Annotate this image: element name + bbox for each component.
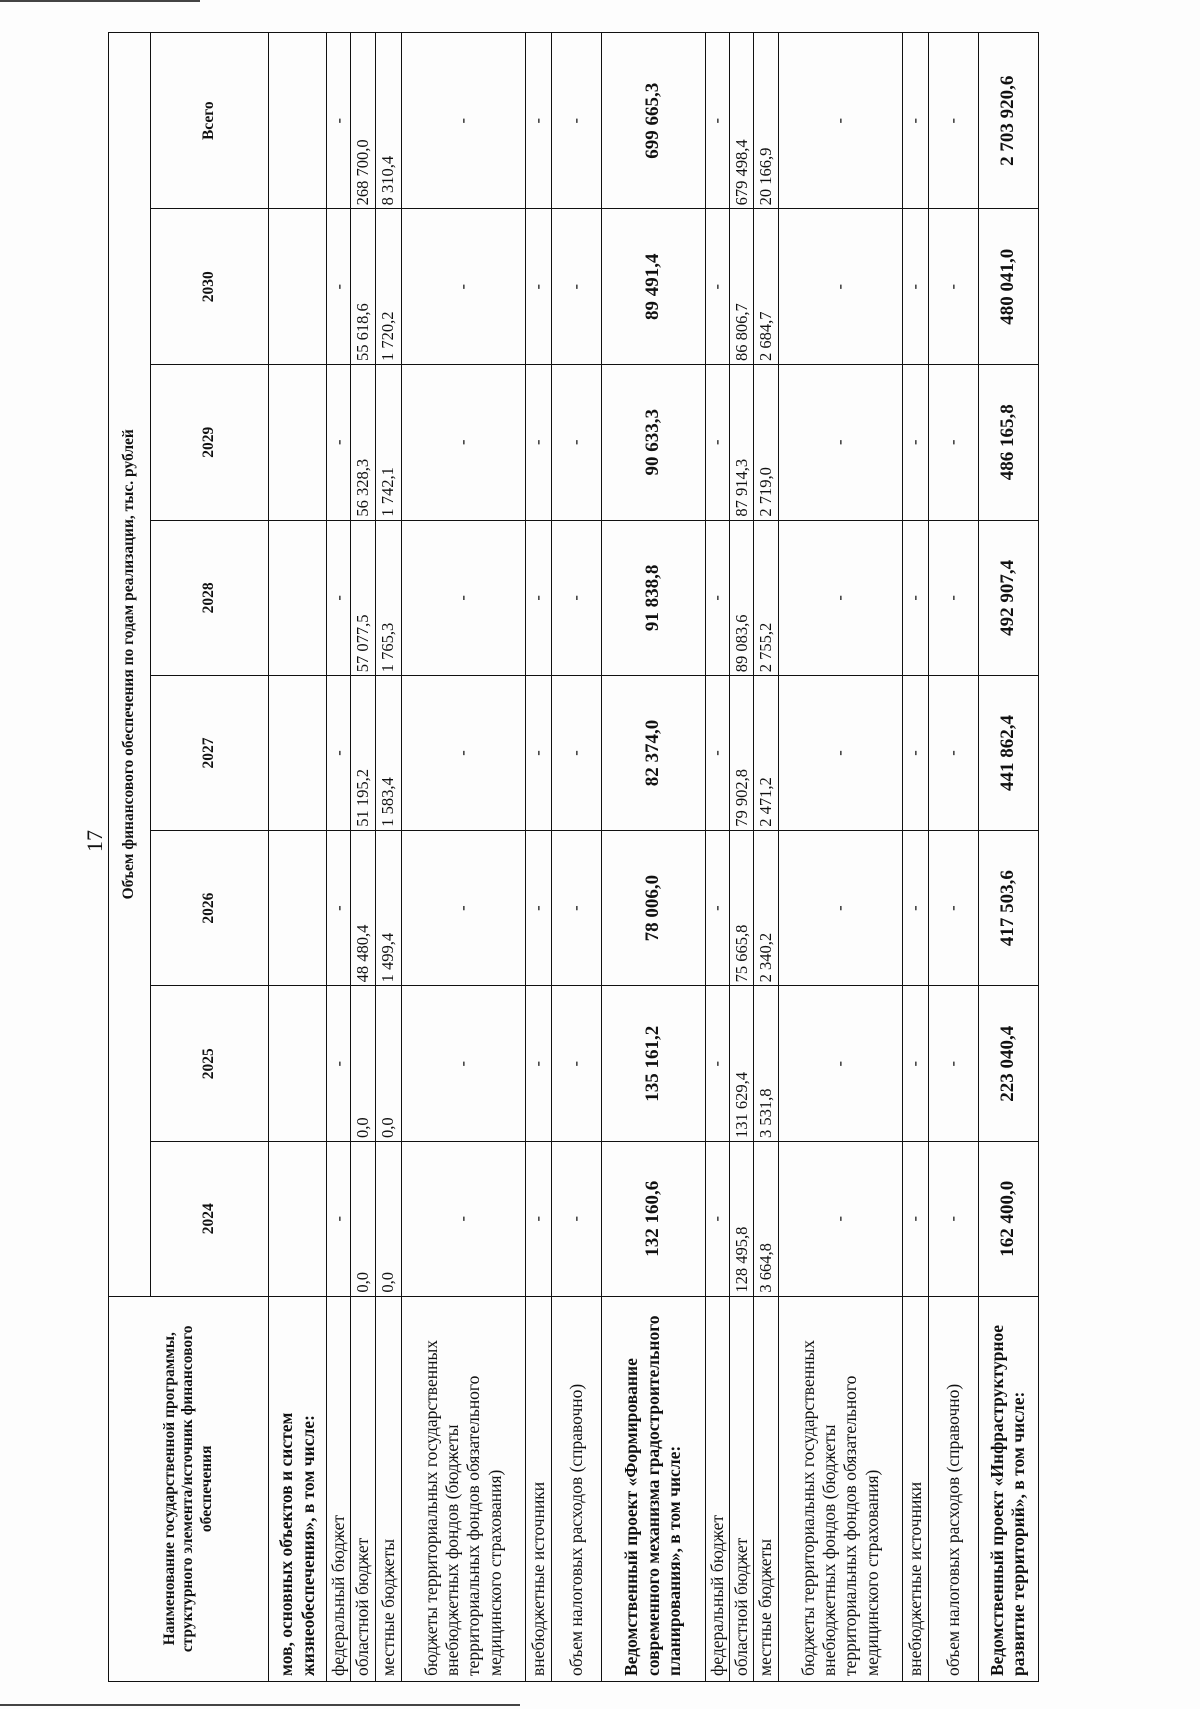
- value-cell: [269, 676, 327, 831]
- value-cell: 82 374,0: [601, 676, 705, 831]
- value-cell: -: [778, 676, 902, 831]
- financing-table: [108, 32, 1039, 1682]
- value-cell: -: [551, 676, 601, 831]
- value-cell: -: [525, 209, 551, 365]
- value-cell: -: [551, 33, 601, 209]
- rotated-table-wrapper: [108, 32, 1200, 1682]
- value-cell: 492 907,4: [978, 520, 1038, 676]
- value-cell: 20 166,9: [754, 33, 778, 209]
- row-name: областной бюджет: [730, 1296, 754, 1681]
- value-cell: -: [928, 1142, 978, 1297]
- table-row: [551, 33, 601, 1682]
- row-name: бюджеты территориальных государственных внебюджетных фондов (бюджеты территориальных фондов обязательного медицинского страхования): [401, 1296, 525, 1681]
- value-cell: 48 480,4: [351, 830, 375, 986]
- header-year-2: 2026: [151, 830, 269, 986]
- value-cell: -: [551, 364, 601, 520]
- value-cell: 89 491,4: [601, 209, 705, 365]
- value-cell: -: [401, 676, 525, 831]
- value-cell: -: [401, 986, 525, 1142]
- header-funding-caption: Объем финансового обеспечения по годам реализации, тыс. рублей: [109, 33, 151, 1297]
- row-name: мов, основных объектов и систем жизнеобеспечения», в том числе:: [269, 1296, 327, 1681]
- value-cell: -: [551, 520, 601, 676]
- value-cell: -: [778, 1142, 902, 1297]
- value-cell: 223 040,4: [978, 986, 1038, 1142]
- value-cell: 86 806,7: [730, 209, 754, 365]
- row-name: объем налоговых расходов (справочно): [928, 1296, 978, 1681]
- value-cell: 268 700,0: [351, 33, 375, 209]
- value-cell: 51 195,2: [351, 676, 375, 831]
- value-cell: -: [902, 986, 928, 1142]
- value-cell: -: [778, 986, 902, 1142]
- value-cell: -: [902, 364, 928, 520]
- value-cell: -: [327, 1142, 351, 1297]
- value-cell: 91 838,8: [601, 520, 705, 676]
- value-cell: 56 328,3: [351, 364, 375, 520]
- value-cell: 8 310,4: [375, 33, 401, 209]
- value-cell: -: [525, 830, 551, 986]
- value-cell: 79 902,8: [730, 676, 754, 831]
- value-cell: -: [327, 209, 351, 365]
- value-cell: 3 664,8: [754, 1142, 778, 1297]
- value-cell: -: [705, 209, 729, 365]
- header-year-7: Всего: [151, 33, 269, 209]
- value-cell: 699 665,3: [601, 33, 705, 209]
- value-cell: -: [401, 1142, 525, 1297]
- page-number: 17: [82, 830, 107, 852]
- value-cell: -: [778, 209, 902, 365]
- table-row: [754, 33, 778, 1682]
- value-cell: -: [401, 830, 525, 986]
- table-row: [928, 33, 978, 1682]
- value-cell: -: [525, 520, 551, 676]
- value-cell: 87 914,3: [730, 364, 754, 520]
- value-cell: -: [928, 986, 978, 1142]
- table-header: [109, 33, 269, 1682]
- value-cell: -: [401, 33, 525, 209]
- value-cell: -: [705, 1142, 729, 1297]
- value-cell: 486 165,8: [978, 364, 1038, 520]
- value-cell: 441 862,4: [978, 676, 1038, 831]
- header-year-6: 2030: [151, 209, 269, 365]
- row-name: Ведомственный проект «Инфраструктурное развитие территорий», в том числе:: [978, 1296, 1038, 1681]
- value-cell: -: [928, 33, 978, 209]
- value-cell: -: [401, 209, 525, 365]
- value-cell: 132 160,6: [601, 1142, 705, 1297]
- value-cell: -: [327, 986, 351, 1142]
- row-name: областной бюджет: [351, 1296, 375, 1681]
- value-cell: -: [778, 830, 902, 986]
- table-body: [269, 33, 1039, 1682]
- header-year-3: 2027: [151, 676, 269, 831]
- value-cell: -: [551, 830, 601, 986]
- value-cell: -: [928, 830, 978, 986]
- value-cell: -: [902, 520, 928, 676]
- value-cell: 480 041,0: [978, 209, 1038, 365]
- value-cell: 89 083,6: [730, 520, 754, 676]
- row-name: местные бюджеты: [754, 1296, 778, 1681]
- value-cell: 2 471,2: [754, 676, 778, 831]
- value-cell: -: [327, 830, 351, 986]
- row-name: местные бюджеты: [375, 1296, 401, 1681]
- value-cell: 0,0: [375, 986, 401, 1142]
- value-cell: -: [327, 33, 351, 209]
- row-name: внебюджетные источники: [902, 1296, 928, 1681]
- value-cell: -: [928, 676, 978, 831]
- value-cell: -: [551, 986, 601, 1142]
- value-cell: -: [778, 364, 902, 520]
- value-cell: -: [401, 520, 525, 676]
- value-cell: -: [525, 1142, 551, 1297]
- value-cell: -: [902, 1142, 928, 1297]
- value-cell: 0,0: [351, 986, 375, 1142]
- value-cell: 2 340,2: [754, 830, 778, 986]
- value-cell: 131 629,4: [730, 986, 754, 1142]
- value-cell: -: [902, 209, 928, 365]
- value-cell: 78 006,0: [601, 830, 705, 986]
- header-name-column: Наименование государственной программы, структурного элемента/источник финансового обеспечения: [109, 1296, 269, 1681]
- value-cell: 0,0: [375, 1142, 401, 1297]
- value-cell: 1 765,3: [375, 520, 401, 676]
- value-cell: -: [327, 364, 351, 520]
- scan-edge-bottom: [0, 1704, 520, 1706]
- value-cell: 2 684,7: [754, 209, 778, 365]
- value-cell: 0,0: [351, 1142, 375, 1297]
- table-row: [705, 33, 729, 1682]
- value-cell: -: [928, 364, 978, 520]
- value-cell: -: [705, 520, 729, 676]
- value-cell: -: [902, 33, 928, 209]
- value-cell: 1 583,4: [375, 676, 401, 831]
- value-cell: 2 755,2: [754, 520, 778, 676]
- value-cell: -: [551, 1142, 601, 1297]
- value-cell: 162 400,0: [978, 1142, 1038, 1297]
- value-cell: -: [778, 520, 902, 676]
- value-cell: -: [327, 676, 351, 831]
- row-name: Ведомственный проект «Формирование современного механизма градостроительного планирования», в том числе:: [601, 1296, 705, 1681]
- value-cell: 3 531,8: [754, 986, 778, 1142]
- value-cell: -: [705, 830, 729, 986]
- row-name: бюджеты территориальных государственных внебюджетных фондов (бюджеты территориальных фондов обязательного медицинского страхования): [778, 1296, 902, 1681]
- value-cell: [269, 1142, 327, 1297]
- value-cell: -: [902, 830, 928, 986]
- table-row: [730, 33, 754, 1682]
- value-cell: 55 618,6: [351, 209, 375, 365]
- table-row: [978, 33, 1038, 1682]
- header-year-4: 2028: [151, 520, 269, 676]
- value-cell: -: [705, 364, 729, 520]
- value-cell: [269, 986, 327, 1142]
- value-cell: -: [525, 33, 551, 209]
- value-cell: 128 495,8: [730, 1142, 754, 1297]
- value-cell: 1 742,1: [375, 364, 401, 520]
- value-cell: -: [928, 209, 978, 365]
- value-cell: [269, 830, 327, 986]
- row-name: федеральный бюджет: [327, 1296, 351, 1681]
- value-cell: -: [327, 520, 351, 676]
- table-row: [902, 33, 928, 1682]
- value-cell: 75 665,8: [730, 830, 754, 986]
- value-cell: -: [778, 33, 902, 209]
- value-cell: -: [401, 364, 525, 520]
- header-year-1: 2025: [151, 986, 269, 1142]
- value-cell: -: [551, 209, 601, 365]
- value-cell: -: [902, 676, 928, 831]
- scan-edge-top: [0, 0, 200, 2]
- value-cell: [269, 520, 327, 676]
- table-row: [778, 33, 902, 1682]
- value-cell: -: [525, 676, 551, 831]
- table-row: [375, 33, 401, 1682]
- value-cell: 2 703 920,6: [978, 33, 1038, 209]
- value-cell: 1 499,4: [375, 830, 401, 986]
- table-row: [601, 33, 705, 1682]
- header-year-5: 2029: [151, 364, 269, 520]
- value-cell: 417 503,6: [978, 830, 1038, 986]
- row-name: внебюджетные источники: [525, 1296, 551, 1681]
- table-row: [525, 33, 551, 1682]
- table-row: [401, 33, 525, 1682]
- value-cell: 2 719,0: [754, 364, 778, 520]
- value-cell: 90 633,3: [601, 364, 705, 520]
- table-row: [327, 33, 351, 1682]
- value-cell: 135 161,2: [601, 986, 705, 1142]
- value-cell: -: [928, 520, 978, 676]
- header-year-0: 2024: [151, 1142, 269, 1297]
- row-name: объем налоговых расходов (справочно): [551, 1296, 601, 1681]
- value-cell: -: [705, 676, 729, 831]
- value-cell: -: [705, 986, 729, 1142]
- value-cell: [269, 33, 327, 209]
- table-row: [351, 33, 375, 1682]
- row-name: федеральный бюджет: [705, 1296, 729, 1681]
- value-cell: 679 498,4: [730, 33, 754, 209]
- value-cell: 1 720,2: [375, 209, 401, 365]
- value-cell: [269, 209, 327, 365]
- value-cell: -: [525, 986, 551, 1142]
- value-cell: -: [705, 33, 729, 209]
- table-row: [269, 33, 327, 1682]
- value-cell: -: [525, 364, 551, 520]
- value-cell: [269, 364, 327, 520]
- value-cell: 57 077,5: [351, 520, 375, 676]
